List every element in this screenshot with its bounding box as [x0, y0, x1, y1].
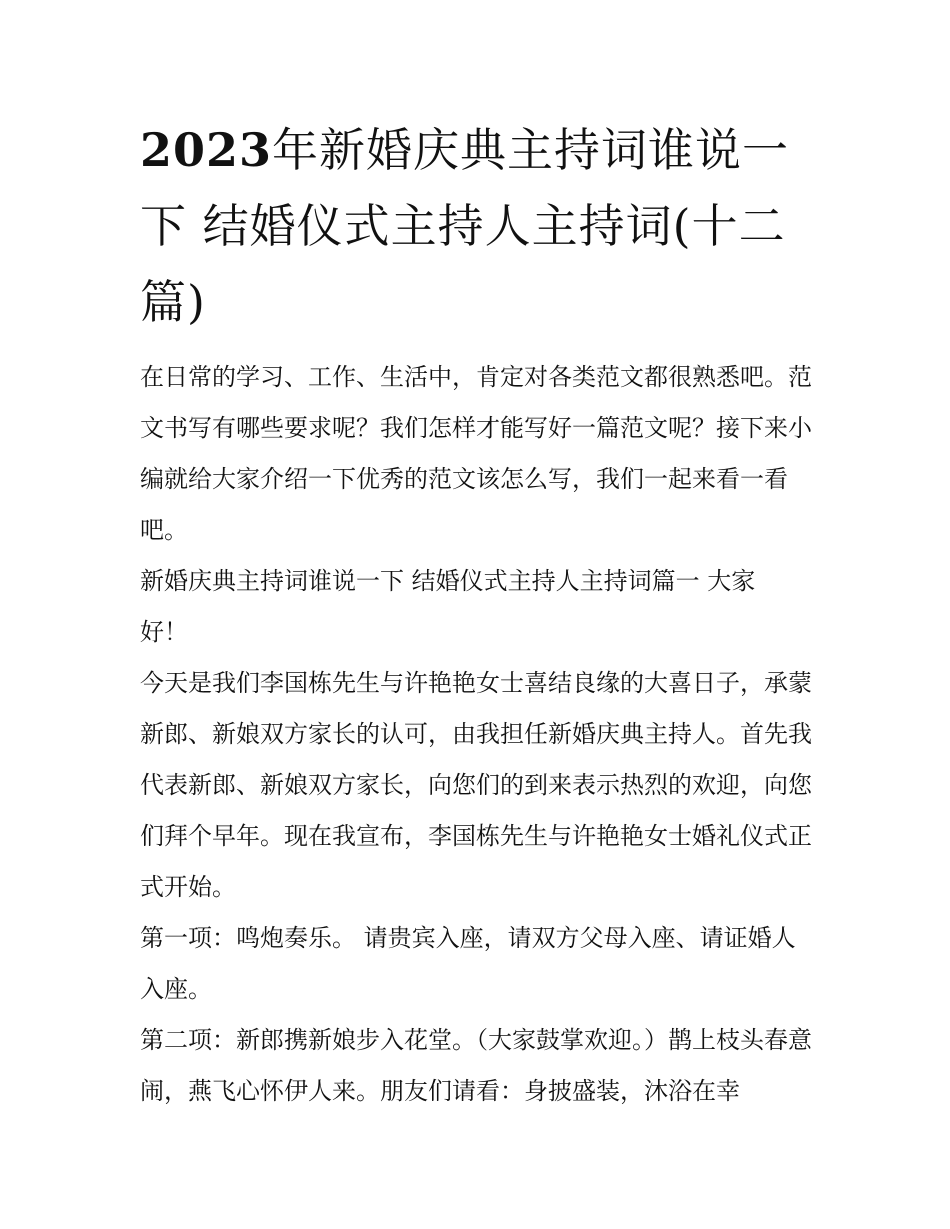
paragraph-greeting: 好！ [140, 618, 188, 646]
paragraph-item-two: 第二项：新郎携新娘步入花堂。（大家鼓掌欢迎。）鹊上枝头春意闹，燕飞心怀伊人来。朋友们请看：身披盛装，沐浴在幸 [140, 1026, 812, 1105]
document-page [140, 112, 812, 1117]
title-year: 2023 [140, 123, 273, 177]
document-title [140, 112, 812, 340]
document-body [140, 352, 812, 1117]
paragraph-item-one: 第一项：鸣炮奏乐。 请贵宾入座，请双方父母入座、请证婚人入座。 [140, 924, 796, 1003]
paragraph-opening: 今天是我们李国栋先生与许艳艳女士喜结良缘的大喜日子，承蒙新郎、新娘双方家长的认可，由我担任新婚庆典主持人。首先我代表新郎、新娘双方家长，向您们的到来表示热烈的欢迎，向您们拜个早年。现在我宣布，李国栋先生与许艳艳女士婚礼仪式正式开始。 [140, 669, 812, 901]
title-text: 年新婚庆典主持词谁说一下 结婚仪式主持人主持词(十二篇) [140, 123, 790, 329]
paragraph-intro: 在日常的学习、工作、生活中，肯定对各类范文都很熟悉吧。范文书写有哪些要求呢？我们怎样才能写好一篇范文呢？接下来小编就给大家介绍一下优秀的范文该怎么写，我们一起来看一看吧。 [140, 363, 812, 544]
paragraph-section-heading: 新婚庆典主持词谁说一下 结婚仪式主持人主持词篇一 大家 [140, 567, 756, 595]
